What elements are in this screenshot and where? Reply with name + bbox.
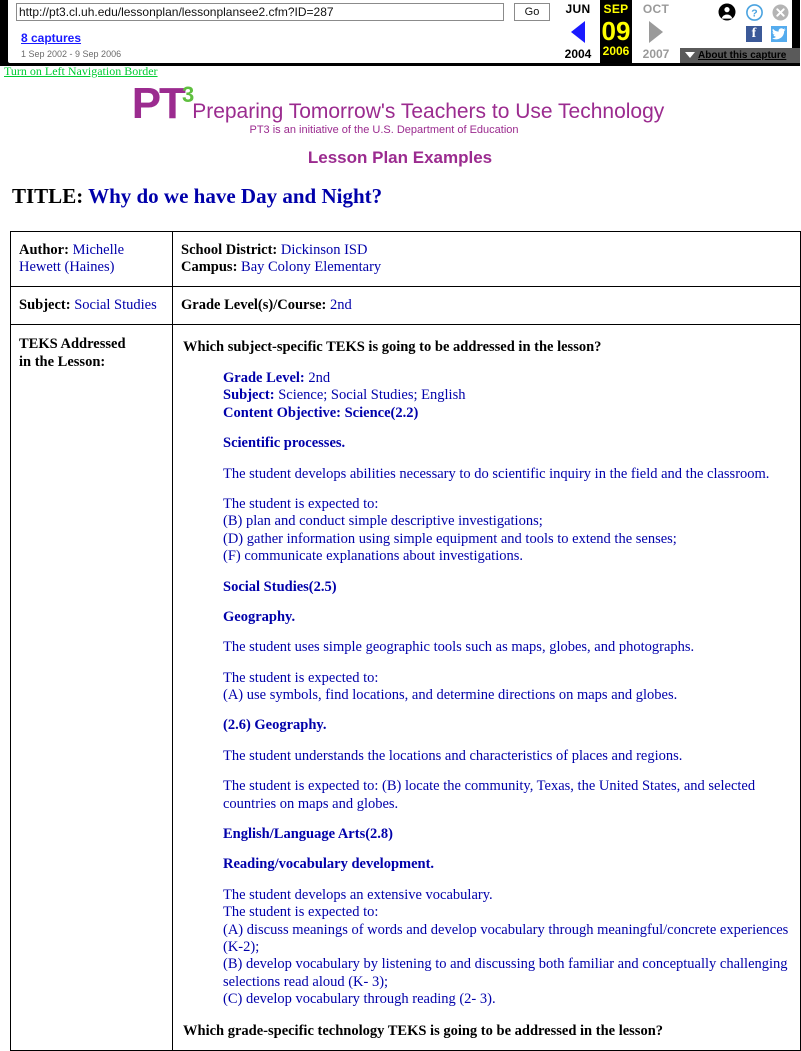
teks-content-objective: Content Objective: Science(2.2) xyxy=(223,404,419,421)
teks-block-heading: Scientific processes. xyxy=(223,435,346,452)
teks-block-heading: Geography. xyxy=(223,608,296,625)
teks-blocks xyxy=(223,435,792,1008)
teks-block xyxy=(223,856,792,1008)
pt3-logo-superscript: 3 xyxy=(181,81,195,107)
teks-grade-level-value: 2nd xyxy=(308,370,331,386)
current-day-label: 09 xyxy=(601,16,631,46)
captures-count-link[interactable]: 8 captures xyxy=(21,31,82,45)
district-label: School District: xyxy=(181,242,278,258)
table-row-subject xyxy=(11,287,801,325)
prev-year-label: 2004 xyxy=(564,47,592,61)
teks-block-heading: (2.6) Geography. xyxy=(223,717,327,734)
teks-block-list xyxy=(223,887,792,1009)
prev-arrow-icon[interactable] xyxy=(571,21,585,43)
close-x-icon[interactable] xyxy=(772,4,789,21)
next-arrow-icon[interactable] xyxy=(649,21,663,43)
teks-block xyxy=(223,579,792,596)
grade-value: 2nd xyxy=(330,297,352,313)
prev-month-label: JUN xyxy=(565,2,591,16)
pt3-logo-wordmark xyxy=(0,79,800,128)
teks-list-line: The student is expected to: xyxy=(223,495,379,512)
teks-block-list xyxy=(223,496,792,566)
teks-block-paragraph: The student develops abilities necessary to do scientific inquiry in the field and the classroom. xyxy=(223,465,770,482)
teks-block xyxy=(223,609,792,705)
twitter-icon[interactable] xyxy=(771,26,787,42)
subject-label: Subject: xyxy=(19,297,71,313)
turn-on-left-navigation-link[interactable]: Turn on Left Navigation Border xyxy=(4,64,158,78)
teks-grade-level-label: Grade Level: xyxy=(223,370,305,386)
teks-block xyxy=(223,717,792,813)
wayback-toolbar xyxy=(0,0,800,66)
teks-block xyxy=(223,435,792,565)
teks-list-line: (F) communicate explanations about investigations. xyxy=(223,548,524,565)
teks-row-label-line2: in the Lesson: xyxy=(19,354,106,371)
teks-block-paragraph: The student uses simple geographic tools such as maps, globes, and photographs. xyxy=(223,639,695,656)
user-account-icon[interactable] xyxy=(718,3,736,21)
about-this-capture-button[interactable] xyxy=(680,48,800,63)
prev-capture-column[interactable] xyxy=(556,0,600,63)
next-capture-column[interactable] xyxy=(632,0,680,63)
author-cell xyxy=(11,232,173,287)
capture-date-range: 1 Sep 2002 - 9 Sep 2006 xyxy=(21,49,122,59)
pt3-logo-initiative: PT3 is an initiative of the U.S. Department of Education xyxy=(249,124,519,136)
teks-list-line: The student is expected to: xyxy=(223,904,379,921)
pt3-logo-tagline: Preparing Tomorrow's Teachers to Use Technology xyxy=(192,100,665,123)
page-title xyxy=(12,184,800,209)
campus-row xyxy=(181,259,792,276)
pt3-logo-mark: PT xyxy=(131,79,184,128)
teks-list-line: (D) gather information using simple equipment and tools to extend the senses; xyxy=(223,530,677,547)
teks-list-line: The student is expected to: xyxy=(223,669,379,686)
teks-row-label-line1: TEKS Addressed xyxy=(19,336,126,352)
wayback-url-row xyxy=(16,3,504,21)
teks-list-line: (A) use symbols, find locations, and determine directions on maps and globes. xyxy=(223,687,678,704)
about-this-capture-label: About this capture xyxy=(698,50,787,61)
teks-block-heading: English/Language Arts(2.8) xyxy=(223,826,393,843)
teks-row-label xyxy=(11,325,173,1051)
pt3-logo xyxy=(0,79,800,136)
teks-content-cell xyxy=(173,325,801,1051)
teks-list-line: (C) develop vocabulary through reading (2- 3). xyxy=(223,991,496,1008)
teks-list-line: (B) develop vocabulary by listening to and discussing both familiar and conceptually challenging selections read aloud (K- 3); xyxy=(223,956,788,990)
table-row-teks xyxy=(11,325,801,1051)
author-value: Michelle Hewett (Haines) xyxy=(19,242,125,275)
teks-block-heading: Social Studies(2.5) xyxy=(223,578,337,595)
table-row-author xyxy=(11,232,801,287)
subject-cell xyxy=(11,287,173,325)
next-month-label: OCT xyxy=(642,2,670,16)
teks-list-line: (A) discuss meanings of words and develop vocabulary through meaningful/concrete experiences (K-2); xyxy=(223,921,789,955)
current-month-label: SEP xyxy=(603,2,629,16)
teks-list-line: The student develops an extensive vocabulary. xyxy=(223,886,493,903)
facebook-icon[interactable] xyxy=(746,26,762,42)
url-input[interactable]: http://pt3.cl.uh.edu/lessonplan/lessonplansee2.cfm?ID=287 xyxy=(16,3,504,21)
campus-value: Bay Colony Elementary xyxy=(241,259,382,275)
district-campus-cell xyxy=(173,232,801,287)
teks-block xyxy=(223,826,792,843)
teks-block-list xyxy=(223,670,792,705)
wayback-toolbar-inner xyxy=(8,0,792,63)
teks-block-paragraph: The student is expected to: (B) locate the community, Texas, the United States, and selected countries on maps and globes. xyxy=(223,778,756,812)
teks-list-line: (B) plan and conduct simple descriptive investigations; xyxy=(223,513,543,530)
teks-question-1: Which subject-specific TEKS is going to be addressed in the lesson? xyxy=(183,339,602,355)
svg-text:?: ? xyxy=(751,7,758,20)
next-year-label: 2007 xyxy=(642,47,670,61)
title-label: TITLE: xyxy=(12,184,84,208)
grade-label: Grade Level(s)/Course: xyxy=(181,297,327,313)
subject-value: Social Studies xyxy=(74,297,157,313)
facebook-glyph: f xyxy=(751,26,757,41)
campus-label: Campus: xyxy=(181,259,238,275)
teks-block-heading: Reading/vocabulary development. xyxy=(223,856,435,873)
author-label: Author: xyxy=(19,242,69,258)
chevron-down-icon xyxy=(685,52,695,58)
district-value: Dickinson ISD xyxy=(280,242,368,258)
lesson-plan-table xyxy=(10,231,801,1051)
page-subheading: Lesson Plan Examples xyxy=(307,148,493,167)
teks-subject-value: Science; Social Studies; English xyxy=(278,387,466,404)
district-row xyxy=(181,242,792,259)
teks-question-2: Which grade-specific technology TEKS is going to be addressed in the lesson? xyxy=(183,1022,664,1039)
current-capture-column xyxy=(600,0,632,63)
help-question-icon[interactable] xyxy=(746,4,763,21)
grade-cell xyxy=(173,287,801,325)
teks-block-paragraph: The student understands the locations and characteristics of places and regions. xyxy=(223,747,683,764)
current-year-label: 2006 xyxy=(602,44,630,58)
title-value: Why do we have Day and Night? xyxy=(88,184,383,208)
teks-subject-label: Subject: xyxy=(223,387,275,404)
go-button[interactable]: Go xyxy=(514,3,550,21)
teks-meta xyxy=(223,370,792,422)
teks-detail-block xyxy=(223,370,792,1009)
